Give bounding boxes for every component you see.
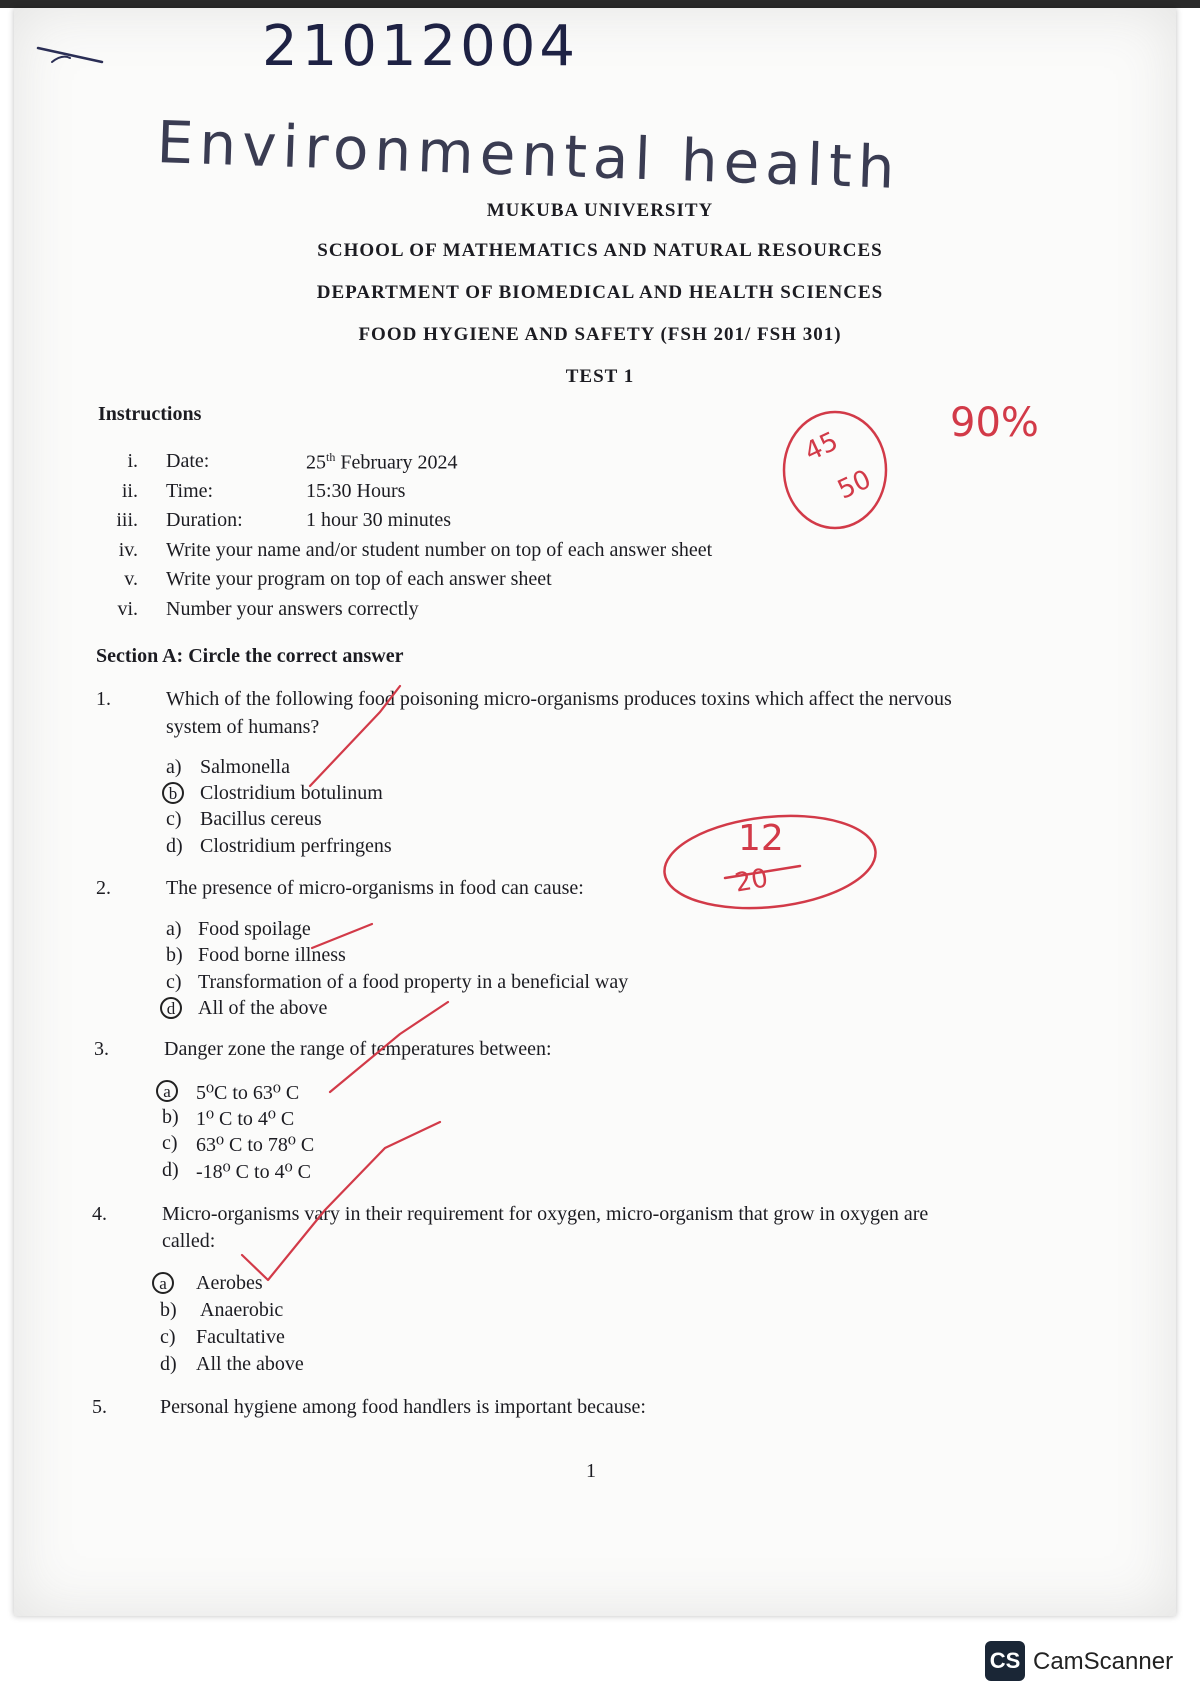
question-number: 4. bbox=[92, 1203, 107, 1225]
question-text: Which of the following food poisoning micro-organisms produces toxins which affect the nervous bbox=[166, 688, 952, 710]
option-text: Salmonella bbox=[200, 756, 290, 778]
instruction-text: Write your program on top of each answer sheet bbox=[166, 568, 552, 590]
instruction-text: Number your answers correctly bbox=[166, 598, 419, 620]
option-label-circled: a bbox=[156, 1272, 176, 1295]
course-title: FOOD HYGIENE AND SAFETY (FSH 201/ FSH 301) bbox=[358, 324, 842, 345]
total-score-circle bbox=[784, 412, 886, 528]
total-max: 50 bbox=[833, 464, 876, 506]
question-number: 3. bbox=[94, 1038, 109, 1060]
test-title: TEST 1 bbox=[565, 366, 635, 387]
question-text: The presence of micro-organisms in food can cause: bbox=[166, 877, 584, 899]
instruction-number: vi. bbox=[117, 598, 138, 620]
instruction-label: Date: bbox=[166, 450, 210, 472]
option-text: All the above bbox=[196, 1353, 304, 1375]
section-max: 20 bbox=[732, 863, 771, 899]
option-label: d) bbox=[160, 1353, 177, 1375]
option-label: c) bbox=[160, 1326, 176, 1348]
option-label-circled: b bbox=[166, 782, 186, 805]
option-label: d) bbox=[162, 1159, 179, 1181]
question-text: Micro-organisms vary in their requirement for oxygen, micro-organism that grow in oxygen are bbox=[162, 1203, 929, 1225]
tick-mark bbox=[310, 686, 400, 786]
instruction-number: ii. bbox=[121, 480, 138, 502]
question-number: 2. bbox=[96, 877, 111, 899]
option-text: Bacillus cereus bbox=[200, 808, 322, 830]
option-label: b) bbox=[166, 944, 183, 966]
camscanner-label: CamScanner bbox=[1033, 1648, 1174, 1675]
option-text: All of the above bbox=[198, 997, 328, 1019]
tick-mark bbox=[330, 1002, 448, 1092]
option-text: 1⁰ C to 4⁰ C bbox=[196, 1108, 295, 1130]
instruction-number: iv. bbox=[118, 539, 138, 561]
instruction-label: Duration: bbox=[166, 509, 243, 531]
tick-mark bbox=[242, 1122, 440, 1280]
option-text: Facultative bbox=[196, 1326, 285, 1348]
handwritten-student-number: 21012004 bbox=[262, 14, 580, 79]
option-label: b) bbox=[162, 1106, 179, 1128]
question-number: 1. bbox=[96, 688, 111, 710]
option-label: a) bbox=[166, 918, 182, 940]
question-number: 5. bbox=[92, 1396, 107, 1418]
tick-mark bbox=[312, 924, 372, 948]
pen-scratch bbox=[38, 48, 102, 62]
option-text: 63⁰ C to 78⁰ C bbox=[196, 1134, 315, 1156]
instruction-text: Write your name and/or student number on top of each answer sheet bbox=[166, 539, 713, 561]
exam-time: 15:30 Hours bbox=[306, 480, 406, 502]
question-text: system of humans? bbox=[166, 716, 320, 738]
school-name: SCHOOL OF MATHEMATICS AND NATURAL RESOURCES bbox=[317, 240, 883, 261]
option-text: -18⁰ C to 4⁰ C bbox=[196, 1161, 311, 1183]
option-text: Transformation of a food property in a beneficial way bbox=[198, 971, 629, 993]
option-label-circled: d bbox=[164, 997, 184, 1020]
instructions-heading: Instructions bbox=[98, 403, 202, 425]
option-text: 5⁰C to 63⁰ C bbox=[196, 1082, 300, 1104]
option-label: c) bbox=[162, 1132, 178, 1154]
instruction-number: v. bbox=[124, 568, 138, 590]
percent-score: 90% bbox=[950, 400, 1039, 446]
option-label: b) bbox=[160, 1299, 177, 1321]
option-text: Food spoilage bbox=[198, 918, 311, 940]
department-name: DEPARTMENT OF BIOMEDICAL AND HEALTH SCIENCES bbox=[316, 282, 884, 303]
option-label: a) bbox=[166, 756, 182, 778]
instruction-number: iii. bbox=[116, 509, 138, 531]
section-a-heading: Section A: Circle the correct answer bbox=[96, 645, 404, 667]
university-name: MUKUBA UNIVERSITY bbox=[486, 200, 714, 221]
option-label: c) bbox=[166, 971, 182, 993]
camscanner-logo: CS bbox=[985, 1641, 1025, 1681]
exam-duration: 1 hour 30 minutes bbox=[306, 509, 451, 531]
option-text: Aerobes bbox=[196, 1272, 263, 1294]
question-text: Personal hygiene among food handlers is important because: bbox=[160, 1396, 646, 1418]
section-score-circle bbox=[660, 806, 880, 918]
pen-scratch bbox=[52, 57, 70, 62]
section-score: 12 bbox=[738, 818, 784, 859]
fraction-bar bbox=[725, 866, 800, 878]
option-text: Clostridium perfringens bbox=[200, 835, 392, 857]
exam-date: 25th February 2024 bbox=[306, 450, 458, 474]
option-text: Food borne illness bbox=[198, 944, 346, 966]
option-label-circled: a bbox=[160, 1080, 180, 1103]
instruction-label: Time: bbox=[166, 480, 214, 502]
total-score: 45 bbox=[800, 426, 843, 468]
option-label: d) bbox=[166, 835, 183, 857]
option-label: c) bbox=[166, 808, 182, 830]
option-text: Anaerobic bbox=[200, 1299, 284, 1321]
question-text: Danger zone the range of temperatures between: bbox=[164, 1038, 552, 1060]
question-text: called: bbox=[162, 1230, 216, 1252]
handwritten-program: Environmental health bbox=[155, 108, 902, 202]
instruction-number: i. bbox=[127, 450, 138, 472]
option-text: Clostridium botulinum bbox=[200, 782, 383, 804]
page-number: 1 bbox=[586, 1460, 596, 1482]
